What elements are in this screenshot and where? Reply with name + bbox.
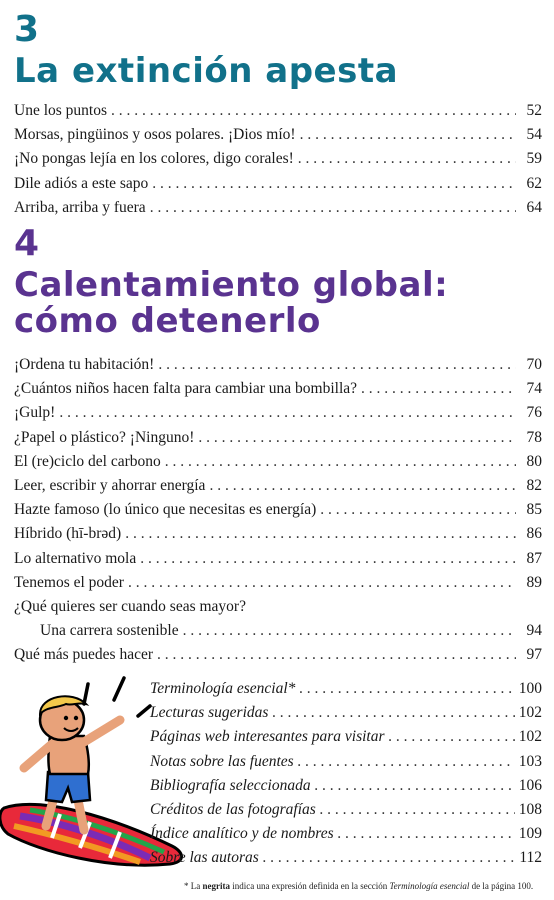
leader-dots (111, 102, 516, 120)
toc-entry-title: Páginas web interesantes para visitar (150, 728, 385, 746)
toc-entry[interactable] (14, 356, 542, 380)
toc-entry-title: Notas sobre las fuentes (150, 752, 294, 770)
toc-entry-title: ¿Papel o plástico? ¡Ninguno! (14, 428, 195, 446)
chapter-3-number: 3 (14, 9, 40, 50)
leader-dots (209, 477, 516, 495)
toc-entry-title: Bibliografía seleccionada (150, 776, 311, 794)
toc-entry-page: 76 (526, 404, 542, 422)
toc-entry-title: Leer, escribir y ahorrar energía (14, 476, 206, 494)
footnote (184, 881, 533, 891)
toc-entry-title: ¿Cuántos niños hacen falta para cambiar una bombilla? (14, 380, 358, 398)
toc-entry-title: El (re)ciclo del carbono (14, 452, 161, 470)
leader-dots (361, 380, 516, 398)
toc-entry-page: 89 (526, 573, 542, 591)
toc-entry[interactable] (14, 175, 542, 199)
toc-entry-page: 54 (526, 126, 542, 144)
toc-entry-page: 103 (518, 752, 542, 770)
footnote-italic: Terminología esencial (389, 881, 470, 891)
toc-entry-page: 85 (526, 501, 542, 519)
chapter-3-toc (14, 102, 542, 223)
leader-dots (299, 680, 514, 698)
chapter-3-title: La extinción apesta (14, 51, 399, 91)
toc-entry-page: 86 (526, 525, 542, 543)
toc-entry[interactable] (14, 525, 542, 549)
leader-dots (165, 453, 516, 471)
toc-entry-page: 102 (518, 728, 542, 746)
leader-dots (338, 825, 515, 843)
toc-entry[interactable] (150, 825, 542, 849)
toc-entry[interactable] (14, 199, 542, 223)
footnote-post: de la página 100. (469, 881, 534, 891)
leader-dots (320, 801, 515, 819)
toc-entry-page: 112 (519, 849, 542, 867)
toc-entry-page: 97 (526, 646, 542, 664)
leader-dots (125, 525, 516, 543)
chapter-4-title-line2: cómo detenerlo (14, 301, 321, 341)
toc-entry-page: 108 (518, 800, 542, 818)
leader-dots (198, 429, 516, 447)
toc-entry[interactable] (14, 102, 542, 126)
toc-entry[interactable] (14, 477, 542, 501)
toc-entry-title: Terminología esencial* (150, 680, 296, 697)
toc-entry-title: Lo alternativo mola (14, 549, 137, 567)
leader-dots (152, 175, 516, 193)
toc-entry-title: Lecturas sugeridas (150, 704, 269, 722)
toc-entry[interactable] (150, 704, 542, 728)
toc-entry-page: 78 (526, 428, 542, 446)
leader-dots (150, 199, 516, 217)
toc-entry-title: Tenemos el poder (14, 573, 124, 591)
toc-entry-page: 62 (526, 174, 542, 192)
toc-entry[interactable] (14, 150, 542, 174)
toc-entry[interactable] (150, 801, 542, 825)
toc-entry[interactable] (150, 849, 542, 873)
leader-dots (128, 574, 516, 592)
toc-entry-page: 94 (526, 622, 542, 640)
toc-entry-title: Arriba, arriba y fuera (14, 198, 146, 216)
leader-dots (315, 777, 515, 795)
toc-entry-page: 64 (526, 198, 542, 216)
toc-entry-title: Hazte famoso (lo único que necesitas es energía) (14, 501, 317, 519)
toc-entry-title: ¿Qué quieres ser cuando seas mayor? (14, 597, 246, 615)
toc-entry-title: Índice analítico y de nombres (150, 825, 334, 843)
toc-entry-title: Sobre las autoras (150, 849, 259, 867)
leader-dots (298, 753, 515, 771)
toc-entry[interactable] (14, 598, 542, 622)
toc-entry-title: Una carrera sostenible (40, 622, 179, 640)
footnote-pre: La (188, 881, 203, 891)
footnote-bold: negrita (202, 881, 230, 891)
toc-entry-page: 102 (518, 704, 542, 722)
toc-entry-page: 106 (518, 776, 542, 794)
leader-dots (157, 646, 516, 664)
chapter-4-number: 4 (14, 223, 40, 264)
toc-entry-page: 82 (526, 476, 542, 494)
toc-entry[interactable] (150, 777, 542, 801)
footnote-star: * (184, 881, 189, 891)
toc-entry-title: Morsas, pingüinos y osos polares. ¡Dios mío! (14, 126, 296, 144)
toc-entry-page: 74 (526, 380, 542, 398)
chapter-4-title-line1: Calentamiento global: (14, 265, 449, 305)
back-matter-toc (150, 680, 542, 874)
leader-dots (158, 356, 516, 374)
toc-entry-title: ¡Gulp! (14, 404, 56, 422)
toc-entry[interactable] (14, 404, 542, 428)
leader-dots (59, 404, 516, 422)
toc-entry[interactable] (14, 646, 542, 670)
toc-entry-title: Híbrido (hī-brəd) (14, 525, 122, 543)
toc-entry-page: 70 (526, 356, 542, 373)
toc-entry[interactable] (150, 753, 542, 777)
leader-dots (183, 622, 516, 640)
toc-entry[interactable] (14, 453, 542, 477)
footnote-mid: indica una expresión definida en la sección (230, 881, 390, 891)
toc-entry-page: 59 (526, 150, 542, 168)
toc-entry-title: ¡No pongas lejía en los colores, digo corales! (14, 150, 294, 168)
toc-entry-page: 109 (518, 825, 542, 843)
toc-entry-page: 52 (526, 102, 542, 119)
toc-entry-page: 100 (518, 680, 542, 697)
toc-entry[interactable] (14, 622, 542, 646)
leader-dots (263, 849, 516, 867)
leader-dots (272, 704, 514, 722)
chapter-4-toc (14, 356, 542, 670)
toc-entry-page: 80 (526, 452, 542, 470)
leader-dots (298, 150, 516, 168)
toc-entry[interactable] (150, 680, 542, 704)
toc-entry[interactable] (14, 574, 542, 598)
toc-entry-page: 87 (526, 549, 542, 567)
toc-entry[interactable] (14, 501, 542, 525)
toc-entry[interactable] (150, 728, 542, 752)
toc-entry-title: Créditos de las fotografías (150, 800, 316, 818)
leader-dots (320, 501, 516, 519)
toc-entry[interactable] (14, 550, 542, 574)
toc-entry[interactable] (14, 429, 542, 453)
toc-entry-title: Qué más puedes hacer (14, 646, 154, 664)
leader-dots (389, 728, 515, 746)
leader-dots (140, 550, 516, 568)
toc-entry-title: Dile adiós a este sapo (14, 174, 149, 192)
toc-entry[interactable] (14, 126, 542, 150)
leader-dots (300, 126, 516, 144)
toc-entry[interactable] (14, 380, 542, 404)
toc-entry-title: Une los puntos (14, 102, 107, 119)
toc-entry-title: ¡Ordena tu habitación! (14, 356, 155, 373)
